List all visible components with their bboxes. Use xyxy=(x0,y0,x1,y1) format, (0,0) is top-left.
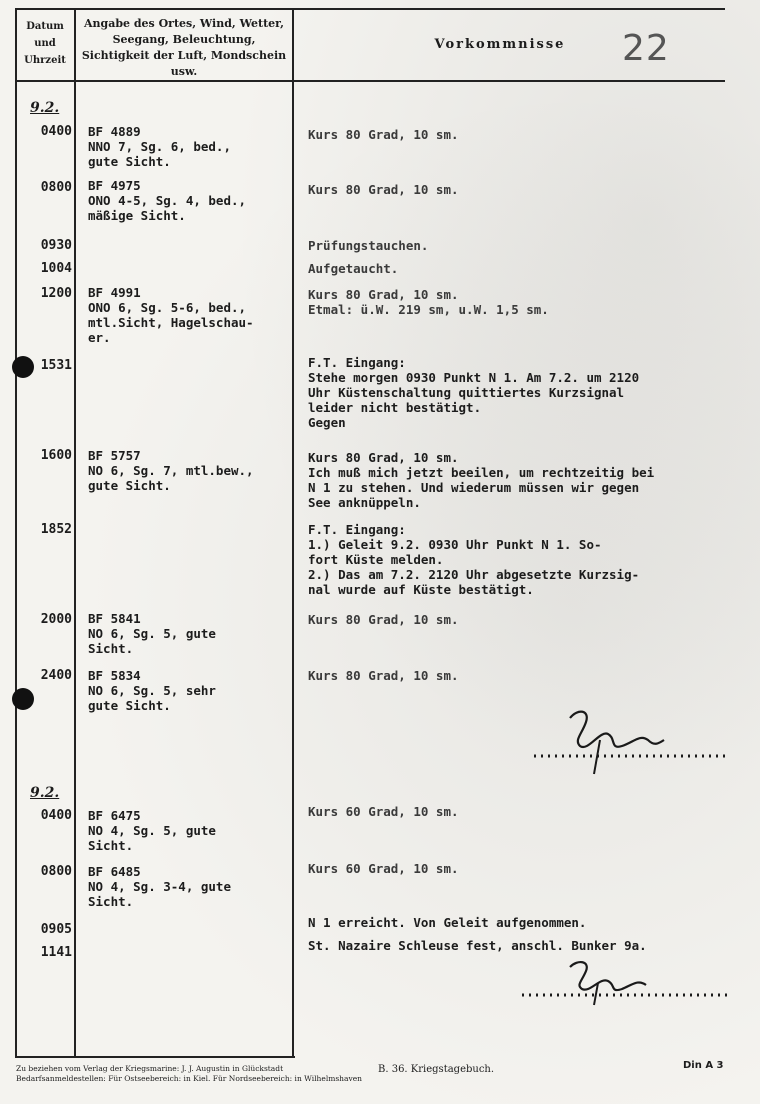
entry-time: 0400 xyxy=(40,808,72,823)
entry-weather: BF 5841 NO 6, Sg. 5, gute Sicht. xyxy=(88,611,216,656)
entry-event: Kurs 80 Grad, 10 sm. Etmal: ü.W. 219 sm, u.W. 1,5 sm. xyxy=(308,287,549,317)
entry-time: 1200 xyxy=(40,286,72,301)
entry-weather: BF 5757 NO 6, Sg. 7, mtl.bew., gute Sicht. xyxy=(88,448,254,493)
entry-event: Kurs 80 Grad, 10 sm. xyxy=(308,612,459,627)
entry-event: Kurs 80 Grad, 10 sm. xyxy=(308,127,459,142)
entry-event: St. Nazaire Schleuse fest, anschl. Bunker 9a. xyxy=(308,938,647,953)
footer-paper-size: Din A 3 xyxy=(683,1060,724,1071)
entry-event: Kurs 80 Grad, 10 sm. xyxy=(308,668,459,683)
entry-weather: BF 5834 NO 6, Sg. 5, sehr gute Sicht. xyxy=(88,668,216,713)
entry-weather: BF 4991 ONO 6, Sg. 5-6, bed., mtl.Sicht, Hagelschau- er. xyxy=(88,285,254,345)
entry-time: 1531 xyxy=(40,358,72,373)
entry-weather: BF 6485 NO 4, Sg. 3-4, gute Sicht. xyxy=(88,864,231,909)
entry-event: N 1 erreicht. Von Geleit aufgenommen. xyxy=(308,915,587,930)
punch-hole xyxy=(12,688,34,710)
signature-2 xyxy=(518,955,733,1015)
entry-time: 0400 xyxy=(40,124,72,139)
page-number: 22 xyxy=(622,28,670,69)
entry-event: Aufgetaucht. xyxy=(308,261,399,276)
entry-weather: BF 4889 NNO 7, Sg. 6, bed., gute Sicht. xyxy=(88,124,231,169)
entry-time: 1852 xyxy=(40,522,72,537)
entry-event: Kurs 60 Grad, 10 sm. xyxy=(308,804,459,819)
entry-event: Kurs 60 Grad, 10 sm. xyxy=(308,861,459,876)
entry-weather: BF 6475 NO 4, Sg. 5, gute Sicht. xyxy=(88,808,216,853)
entry-time: 2000 xyxy=(40,612,72,627)
entry-time: 0905 xyxy=(40,922,72,937)
header-events: Vorkommnisse xyxy=(434,37,566,52)
entry-event: F.T. Eingang: 1.) Geleit 9.2. 0930 Uhr Punkt N 1. So- fort Küste melden. 2.) Das am 7.2. 2120 Uhr abgesetzte Kurzsig- nal wurde auf Küste bestätigt. xyxy=(308,522,640,597)
column-divider-2 xyxy=(292,8,294,1058)
left-border xyxy=(15,8,17,1058)
date-1: 9.2. xyxy=(30,100,60,116)
entry-time: 1004 xyxy=(40,261,72,276)
entry-weather: BF 4975 ONO 4-5, Sg. 4, bed., mäßige Sicht. xyxy=(88,178,247,223)
punch-hole xyxy=(12,356,34,378)
entry-time: 1600 xyxy=(40,448,72,463)
entry-time: 0800 xyxy=(40,864,72,879)
footer-publisher: Zu beziehen vom Verlag der Kriegsmarine: J. J. Augustin in Glückstadt xyxy=(16,1064,284,1073)
footer-form-name: B. 36. Kriegstagebuch. xyxy=(378,1064,495,1075)
entry-time: 0800 xyxy=(40,180,72,195)
entry-time: 1141 xyxy=(40,945,72,960)
date-2: 9.2. xyxy=(30,785,60,801)
entry-event: Kurs 80 Grad, 10 sm. Ich muß mich jetzt beeilen, um rechtzeitig bei N 1 zu stehen. Und wiederum müssen wir gegen See anknüppeln. xyxy=(308,450,655,510)
entry-event: F.T. Eingang: Stehe morgen 0930 Punkt N 1. Am 7.2. um 2120 Uhr Küstenschaltung quittiertes Kurzsignal leider nicht bestätigt. Gegen xyxy=(308,355,640,430)
signature-1 xyxy=(530,700,730,780)
entry-time: 0930 xyxy=(40,238,72,253)
entry-event: Prüfungstauchen. xyxy=(308,238,429,253)
footer-distribution: Bedarfsanmeldestellen: Für Ostseebereich: in Kiel. Für Nordseebereich: in Wilhelmshaven xyxy=(16,1074,362,1083)
header-separator xyxy=(15,80,725,82)
header-date-time: Datum und Uhrzeit xyxy=(24,21,66,66)
entry-event: Kurs 80 Grad, 10 sm. xyxy=(308,182,459,197)
column-divider-1 xyxy=(74,8,76,1058)
top-border xyxy=(15,8,725,10)
bottom-border xyxy=(15,1056,295,1058)
entry-time: 2400 xyxy=(40,668,72,683)
header-location-weather: Angabe des Ortes, Wind, Wetter, Seegang, Beleuchtung, Sichtigkeit der Luft, Mondschein usw. xyxy=(81,17,287,78)
